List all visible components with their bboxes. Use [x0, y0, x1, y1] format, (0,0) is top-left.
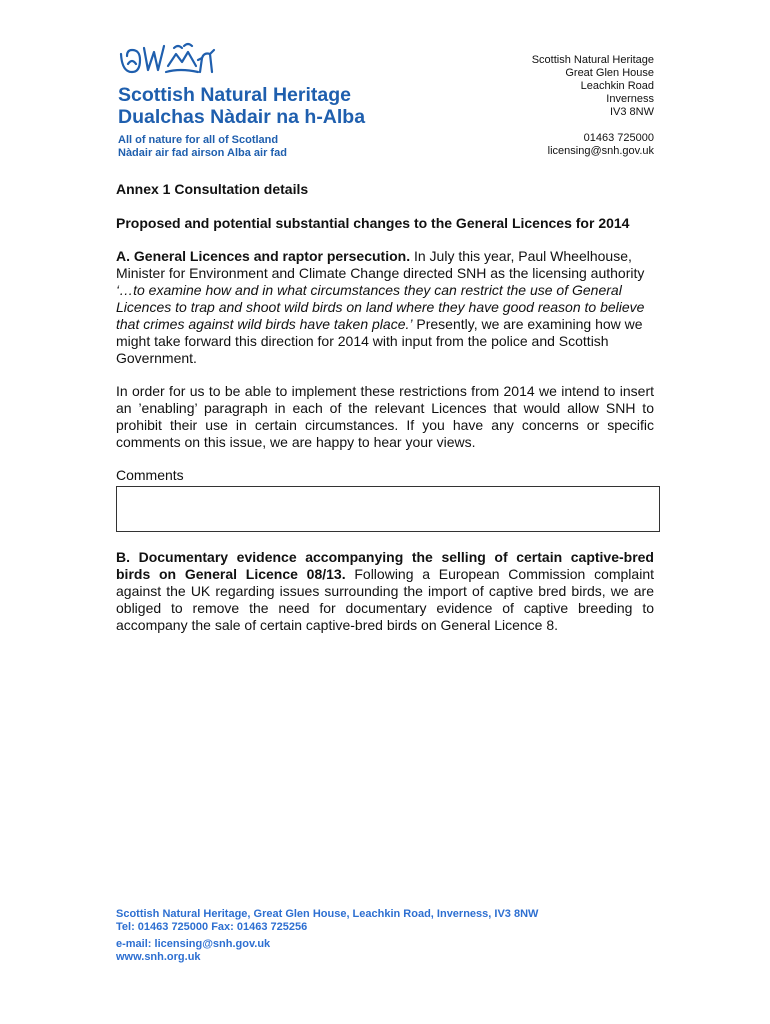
- address-line: Leachkin Road: [580, 80, 654, 92]
- annex-title: Annex 1 Consultation details: [116, 181, 309, 197]
- snh-logo: [118, 42, 388, 160]
- address-line: Great Glen House: [565, 67, 654, 79]
- section-a-quote: ‘…to examine how and in what circumstances they can restrict the use of General Licences to trap and shoot wild birds on land where they have good reason to believe that crimes against wild birds have taken place.’: [116, 282, 645, 332]
- section-b-text: Following a European Commission complaint against the UK regarding issues surrounding the import of captive bred birds, we are obliged to remove the need for documentary evidence of captive breeding to accompany the sale of certain captive-bred birds on General Licence 8.: [116, 566, 654, 633]
- snh-emblem-icon: [118, 42, 218, 82]
- section-a-paragraph: [116, 248, 654, 367]
- org-name-gaelic: Dualchas Nàdair na h-Alba: [118, 106, 366, 128]
- sender-address: [532, 54, 654, 158]
- section-a-text-2: Presently, we are examining how we might take forward this direction for 2014 with input from the police and Scottish Government.: [116, 316, 643, 366]
- address-phone: 01463 725000: [583, 132, 654, 144]
- section-b-heading: B. Documentary evidence accompanying the selling of certain captive-bred birds on General Licence 08/13.: [116, 549, 654, 582]
- section-a-heading: A. General Licences and raptor persecution.: [116, 248, 411, 264]
- address-line: Inverness: [606, 93, 654, 105]
- section-a-text-1: In July this year, Paul Wheelhouse, Minister for Environment and Climate Change directed SNH as the licensing authority: [116, 248, 645, 281]
- proposed-title: Proposed and potential substantial changes to the General Licences for 2014: [116, 215, 630, 231]
- comments-label: Comments: [116, 467, 184, 483]
- section-b-paragraph: [116, 549, 654, 634]
- footer-address: Scottish Natural Heritage, Great Glen House, Leachkin Road, Inverness, IV3 8NW: [116, 908, 539, 920]
- tagline-gaelic: Nàdair air fad airson Alba air fad: [118, 147, 287, 159]
- footer: [116, 908, 538, 964]
- address-line: Scottish Natural Heritage: [531, 54, 654, 66]
- document-body: [116, 180, 654, 650]
- paragraph-2: In order for us to be able to implement these restrictions from 2014 we intend to insert an ’enabling’ paragraph in each of the relevant Licences that would allow SNH to prohibit their use in certain circumstances. If you have any concerns or specific comments on this issue, we are happy to hear your views.: [116, 383, 654, 450]
- footer-email: e-mail: licensing@snh.gov.uk: [116, 938, 271, 950]
- org-name-english: Scottish Natural Heritage: [118, 84, 351, 106]
- tagline-english: All of nature for all of Scotland: [118, 134, 279, 146]
- comments-box[interactable]: [116, 486, 660, 532]
- footer-web: www.snh.org.uk: [116, 951, 201, 963]
- footer-tel-fax: Tel: 01463 725000 Fax: 01463 725256: [116, 921, 308, 933]
- address-line: IV3 8NW: [609, 106, 654, 118]
- address-email: licensing@snh.gov.uk: [547, 145, 654, 157]
